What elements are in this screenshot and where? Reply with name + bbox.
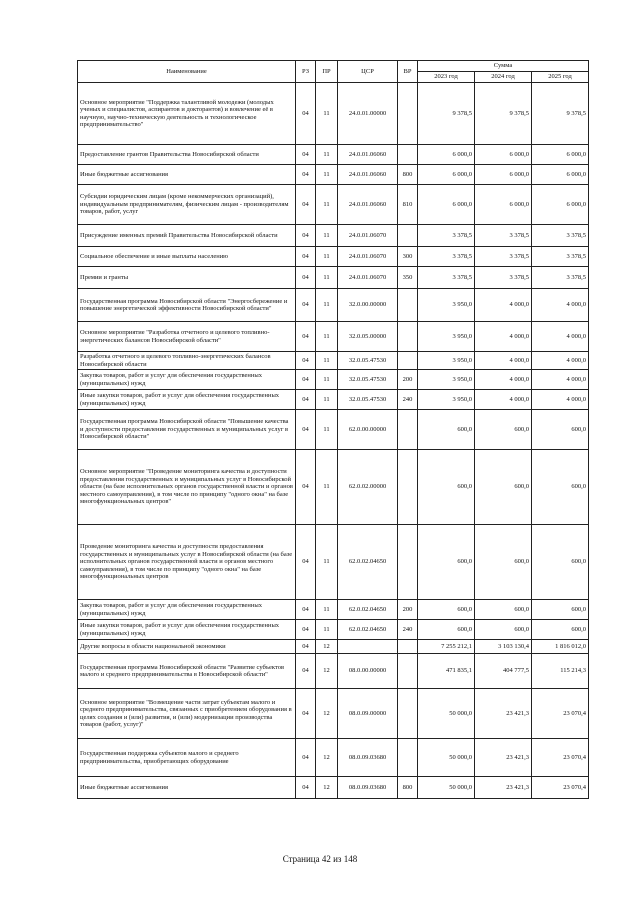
cell-y2025: 3 378,5 [532, 225, 589, 247]
cell-y2025: 4 000,0 [532, 289, 589, 322]
budget-table [77, 60, 589, 799]
table-row [78, 640, 589, 654]
cell-y2025: 3 378,5 [532, 247, 589, 267]
cell-vr [398, 83, 418, 145]
cell-pr: 11 [316, 247, 338, 267]
cell-rz: 04 [296, 450, 316, 525]
cell-rz: 04 [296, 777, 316, 799]
cell-y2024: 23 421,3 [475, 739, 532, 777]
cell-pr: 11 [316, 145, 338, 165]
table-row [78, 370, 589, 390]
cell-y2023: 3 950,0 [418, 352, 475, 370]
cell-csr: 24.0.01.06060 [338, 145, 398, 165]
cell-pr: 11 [316, 225, 338, 247]
cell-y2025: 23 070,4 [532, 739, 589, 777]
cell-y2023: 600,0 [418, 410, 475, 450]
cell-rz: 04 [296, 654, 316, 689]
cell-pr: 11 [316, 352, 338, 370]
cell-vr: 200 [398, 370, 418, 390]
table-row [78, 654, 589, 689]
cell-rz: 04 [296, 185, 316, 225]
cell-y2025: 4 000,0 [532, 390, 589, 410]
cell-rz: 04 [296, 247, 316, 267]
cell-y2024: 600,0 [475, 450, 532, 525]
cell-y2024: 4 000,0 [475, 370, 532, 390]
cell-y2024: 23 421,3 [475, 689, 532, 739]
cell-vr [398, 289, 418, 322]
cell-name: Основное мероприятие "Возмещение части затрат субъектам малого и среднего предпринимательства, связанных с приобретением оборудования в целях создания и (или) развития, и (или) модернизации производства товаров (работ, услуг)" [78, 689, 296, 739]
cell-y2023: 3 378,5 [418, 225, 475, 247]
cell-csr: 32.0.00.00000 [338, 289, 398, 322]
cell-y2024: 600,0 [475, 525, 532, 600]
header-pr: ПР [316, 61, 338, 83]
cell-y2023: 50 000,0 [418, 777, 475, 799]
header-csr: ЦСР [338, 61, 398, 83]
cell-csr: 24.0.01.06060 [338, 165, 398, 185]
cell-pr: 11 [316, 525, 338, 600]
cell-pr: 11 [316, 410, 338, 450]
cell-rz: 04 [296, 390, 316, 410]
cell-y2024: 3 378,5 [475, 225, 532, 247]
cell-y2023: 600,0 [418, 450, 475, 525]
cell-y2025: 600,0 [532, 600, 589, 620]
table-row [78, 689, 589, 739]
cell-csr: 08.0.09.00000 [338, 689, 398, 739]
cell-y2025: 115 214,3 [532, 654, 589, 689]
cell-name: Проведение мониторинга качества и доступности предоставления государственных и муниципальных услуг в Новосибирской области (на базе исполнительных органов государственной власти и органов местного самоуправления), в том числе по принципу "одного окна" на базе многофункциональных центров [78, 525, 296, 600]
table-row [78, 450, 589, 525]
cell-y2023: 600,0 [418, 600, 475, 620]
cell-pr: 11 [316, 83, 338, 145]
cell-y2024: 404 777,5 [475, 654, 532, 689]
cell-csr: 08.0.09.03680 [338, 739, 398, 777]
cell-y2025: 1 816 012,0 [532, 640, 589, 654]
header-rz: РЗ [296, 61, 316, 83]
cell-vr [398, 322, 418, 352]
cell-name: Государственная поддержка субъектов малого и среднего предпринимательства, приобретающих оборудование [78, 739, 296, 777]
table-row [78, 225, 589, 247]
cell-y2025: 23 070,4 [532, 689, 589, 739]
cell-y2023: 471 835,1 [418, 654, 475, 689]
table-row [78, 600, 589, 620]
cell-pr: 11 [316, 165, 338, 185]
cell-rz: 04 [296, 640, 316, 654]
cell-rz: 04 [296, 525, 316, 600]
table-row [78, 390, 589, 410]
table-body [78, 83, 589, 799]
cell-csr: 62.0.02.04650 [338, 525, 398, 600]
cell-y2023: 3 378,5 [418, 267, 475, 289]
cell-csr: 24.0.01.06070 [338, 247, 398, 267]
cell-csr: 24.0.01.00000 [338, 83, 398, 145]
cell-y2025: 600,0 [532, 525, 589, 600]
cell-vr [398, 352, 418, 370]
table-row [78, 739, 589, 777]
cell-y2023: 6 000,0 [418, 165, 475, 185]
cell-pr: 12 [316, 640, 338, 654]
cell-csr [338, 640, 398, 654]
cell-y2025: 3 378,5 [532, 267, 589, 289]
cell-y2025: 6 000,0 [532, 145, 589, 165]
table-row [78, 185, 589, 225]
cell-y2023: 3 950,0 [418, 390, 475, 410]
cell-y2024: 4 000,0 [475, 322, 532, 352]
table-row [78, 267, 589, 289]
header-year-2025: 2025 год [532, 72, 589, 83]
cell-csr: 62.0.02.00000 [338, 450, 398, 525]
cell-y2024: 23 421,3 [475, 777, 532, 799]
header-year-2024: 2024 год [475, 72, 532, 83]
cell-rz: 04 [296, 165, 316, 185]
cell-name: Предоставление грантов Правительства Новосибирской области [78, 145, 296, 165]
table-row [78, 352, 589, 370]
cell-vr [398, 410, 418, 450]
header-sum: Сумма [418, 61, 589, 72]
cell-y2023: 6 000,0 [418, 185, 475, 225]
cell-name: Иные бюджетные ассигнования [78, 777, 296, 799]
cell-pr: 12 [316, 654, 338, 689]
header-name: Наименование [78, 61, 296, 83]
cell-name: Закупка товаров, работ и услуг для обеспечения государственных (муниципальных) нужд [78, 370, 296, 390]
cell-pr: 11 [316, 390, 338, 410]
cell-rz: 04 [296, 83, 316, 145]
cell-name: Премии и гранты [78, 267, 296, 289]
table-row [78, 83, 589, 145]
cell-y2025: 6 000,0 [532, 165, 589, 185]
table-row [78, 322, 589, 352]
cell-y2025: 4 000,0 [532, 322, 589, 352]
cell-name: Закупка товаров, работ и услуг для обеспечения государственных (муниципальных) нужд [78, 600, 296, 620]
cell-vr: 350 [398, 267, 418, 289]
cell-y2024: 6 000,0 [475, 145, 532, 165]
cell-pr: 12 [316, 739, 338, 777]
cell-rz: 04 [296, 600, 316, 620]
cell-y2024: 3 378,5 [475, 267, 532, 289]
cell-name: Государственная программа Новосибирской области "Повышение качества и доступности предоставления государственных и муниципальных услуг в Новосибирской области" [78, 410, 296, 450]
cell-csr: 62.0.00.00000 [338, 410, 398, 450]
cell-rz: 04 [296, 145, 316, 165]
cell-y2024: 3 103 130,4 [475, 640, 532, 654]
cell-pr: 11 [316, 322, 338, 352]
cell-y2023: 9 378,5 [418, 83, 475, 145]
cell-name: Субсидии юридическим лицам (кроме некоммерческих организаций), индивидуальным предпринимателям, физическим лицам - производителям товаров, работ, услуг [78, 185, 296, 225]
table-row [78, 289, 589, 322]
cell-pr: 11 [316, 289, 338, 322]
cell-vr [398, 225, 418, 247]
cell-rz: 04 [296, 689, 316, 739]
cell-rz: 04 [296, 739, 316, 777]
cell-pr: 11 [316, 620, 338, 640]
cell-pr: 11 [316, 450, 338, 525]
cell-rz: 04 [296, 352, 316, 370]
cell-name: Государственная программа Новосибирской области "Развитие субъектов малого и среднего предпринимательства в Новосибирской области" [78, 654, 296, 689]
cell-pr: 12 [316, 777, 338, 799]
table-row [78, 247, 589, 267]
cell-y2023: 50 000,0 [418, 739, 475, 777]
cell-y2024: 6 000,0 [475, 185, 532, 225]
cell-name: Основное мероприятие "Поддержка талантливой молодежи (молодых ученых и специалистов, аспирантов и докторантов) и вовлечение её в научную, научно-техническую деятельность и технологическое предпринимательство" [78, 83, 296, 145]
cell-pr: 11 [316, 370, 338, 390]
cell-pr: 12 [316, 689, 338, 739]
cell-vr: 810 [398, 185, 418, 225]
cell-vr: 800 [398, 777, 418, 799]
page-number: Страница 42 из 148 [282, 854, 358, 864]
cell-y2024: 9 378,5 [475, 83, 532, 145]
cell-name: Разработка отчетного и целевого топливно-энергетических балансов Новосибирской области [78, 352, 296, 370]
table-row [78, 165, 589, 185]
cell-vr: 240 [398, 620, 418, 640]
cell-csr: 24.0.01.06070 [338, 225, 398, 247]
cell-pr: 11 [316, 267, 338, 289]
cell-csr: 62.0.02.04650 [338, 620, 398, 640]
cell-vr [398, 525, 418, 600]
cell-name: Иные закупки товаров, работ и услуг для обеспечения государственных (муниципальных) нужд [78, 390, 296, 410]
cell-vr: 300 [398, 247, 418, 267]
cell-csr: 32.0.05.47530 [338, 390, 398, 410]
cell-y2023: 600,0 [418, 620, 475, 640]
cell-y2024: 600,0 [475, 620, 532, 640]
cell-y2025: 4 000,0 [532, 370, 589, 390]
cell-y2025: 600,0 [532, 450, 589, 525]
cell-y2023: 600,0 [418, 525, 475, 600]
cell-csr: 32.0.05.00000 [338, 322, 398, 352]
cell-y2023: 3 950,0 [418, 289, 475, 322]
cell-y2024: 4 000,0 [475, 352, 532, 370]
cell-rz: 04 [296, 322, 316, 352]
cell-name: Иные закупки товаров, работ и услуг для обеспечения государственных (муниципальных) нужд [78, 620, 296, 640]
cell-pr: 11 [316, 600, 338, 620]
cell-vr [398, 145, 418, 165]
cell-y2024: 600,0 [475, 410, 532, 450]
cell-vr [398, 689, 418, 739]
table-row [78, 145, 589, 165]
cell-vr [398, 654, 418, 689]
cell-y2023: 50 000,0 [418, 689, 475, 739]
table-row [78, 777, 589, 799]
cell-y2025: 4 000,0 [532, 352, 589, 370]
cell-rz: 04 [296, 410, 316, 450]
cell-rz: 04 [296, 370, 316, 390]
cell-rz: 04 [296, 289, 316, 322]
cell-y2024: 3 378,5 [475, 247, 532, 267]
table-row [78, 620, 589, 640]
cell-y2025: 600,0 [532, 410, 589, 450]
cell-y2024: 4 000,0 [475, 289, 532, 322]
cell-y2024: 6 000,0 [475, 165, 532, 185]
cell-vr [398, 739, 418, 777]
cell-name: Другие вопросы в области национальной экономики [78, 640, 296, 654]
cell-y2025: 9 378,5 [532, 83, 589, 145]
cell-csr: 08.0.00.00000 [338, 654, 398, 689]
cell-csr: 08.0.09.03680 [338, 777, 398, 799]
cell-vr [398, 450, 418, 525]
cell-csr: 32.0.05.47530 [338, 370, 398, 390]
cell-rz: 04 [296, 225, 316, 247]
cell-y2025: 23 070,4 [532, 777, 589, 799]
cell-y2023: 3 378,5 [418, 247, 475, 267]
cell-csr: 24.0.01.06060 [338, 185, 398, 225]
cell-csr: 24.0.01.06070 [338, 267, 398, 289]
cell-vr [398, 640, 418, 654]
table-row [78, 410, 589, 450]
cell-csr: 32.0.05.47530 [338, 352, 398, 370]
cell-y2025: 600,0 [532, 620, 589, 640]
cell-name: Присуждение именных премий Правительства Новосибирской области [78, 225, 296, 247]
header-vr: ВР [398, 61, 418, 83]
cell-name: Социальное обеспечение и иные выплаты населению [78, 247, 296, 267]
cell-name: Основное мероприятие "Разработка отчетного и целевого топливно-энергетических балансов Новосибирской области" [78, 322, 296, 352]
cell-y2023: 7 255 212,1 [418, 640, 475, 654]
header-year-2023: 2023 год [418, 72, 475, 83]
cell-vr: 200 [398, 600, 418, 620]
cell-vr: 240 [398, 390, 418, 410]
cell-rz: 04 [296, 267, 316, 289]
cell-y2023: 3 950,0 [418, 322, 475, 352]
cell-y2023: 3 950,0 [418, 370, 475, 390]
table-row [78, 525, 589, 600]
cell-y2023: 6 000,0 [418, 145, 475, 165]
cell-pr: 11 [316, 185, 338, 225]
cell-name: Государственная программа Новосибирской области "Энергосбережение и повышение энергетической эффективности Новосибирской области" [78, 289, 296, 322]
cell-csr: 62.0.02.04650 [338, 600, 398, 620]
cell-y2024: 600,0 [475, 600, 532, 620]
cell-rz: 04 [296, 620, 316, 640]
cell-name: Основное мероприятие "Проведение мониторинга качества и доступности предоставления государственных и муниципальных услуг в Новосибирской области (на базе исполнительных органов государственной власти и органов местного самоуправления), в том числе по принципу "одного окна" на базе многофункциональных центров" [78, 450, 296, 525]
cell-y2024: 4 000,0 [475, 390, 532, 410]
cell-name: Иные бюджетные ассигнования [78, 165, 296, 185]
cell-vr: 800 [398, 165, 418, 185]
cell-y2025: 6 000,0 [532, 185, 589, 225]
